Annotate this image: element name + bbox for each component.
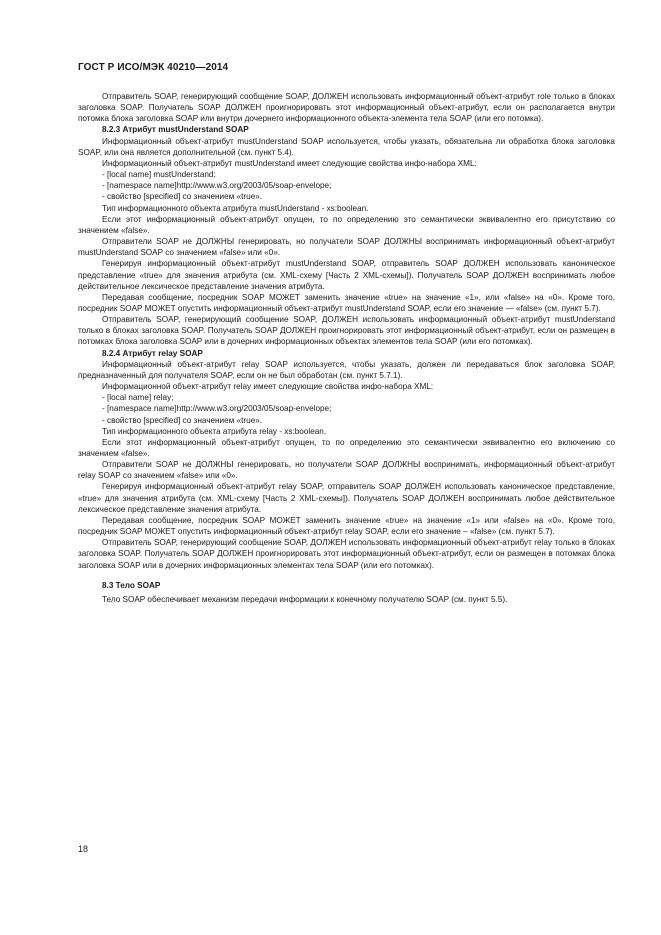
paragraph: Тело SOAP обеспечивает механизм передачи информации к конечному получателю SOAP (см. пункт 5.5). [102,594,508,604]
section-heading-8-2-4: 8.2.4 Атрибут relay SOAP [102,348,203,358]
section-heading-8-3: 8.3 Тело SOAP [102,580,161,590]
paragraph: Передавая сообщение, посредник SOAP МОЖЕТ заменить значение «true» на значение «1» или «false» на «0». Кроме того, посредник SOAP МОЖЕТ опустить информационный объект-атрибут relay SOAP, если его значение – «false» (см. пункт 5.7). [78,515,615,537]
paragraph: Информационный объект-атрибут mustUnderstand SOAP используется, чтобы указать, обязательна ли обработка блока заголовка SOAP, или она является дополнительной (см. пункт 5.4). [78,136,615,157]
paragraph: Тип информационного объекта атрибута relay - xs:boolean. [102,426,327,436]
page-number: 18 [78,844,89,854]
document-header: ГОСТ Р ИСО/МЭК 40210—2014 [78,62,229,73]
paragraph: Информационный объект-атрибут relay SOAP используется, чтобы указать, должен ли передаваться блок заголовка SOAP, предназначенный для получателя SOAP, если он не был обработан (см. пункт 5.7.1). [78,359,615,380]
paragraph: Отправители SOAP не ДОЛЖНЫ генерировать, но получатели SOAP ДОЛЖНЫ воспринимать информационный объект-атрибут mustUnderstand SOAP со значением «false» или «0». [78,237,615,258]
paragraph: Тип информационного объекта атрибута mustUnderstand - xs:boolean. [102,203,369,213]
paragraph: Отправитель SOAP, генерирующий сообщение SOAP, ДОЛЖЕН использовать информационный объект-атрибут relay только в блоках заголовка SOAP. Получатель SOAP ДОЛЖЕН проигнорировать этот информационный объект-атрибут, если он размещен в потомках блока заголовка SOAP или в дочерних информационных элементах тела SOAP (или его потомках). [78,538,615,570]
document-body [78,91,615,605]
section-heading-8-2-3: 8.2.3 Атрибут mustUnderstand SOAP [102,125,249,135]
list-item: - [namespace name]http://www.w3.org/2003/05/soap-envelope; [102,181,332,191]
paragraph: Генерируя информационный объект-атрибут relay SOAP, отправитель SOAP ДОЛЖЕН использовать каноническое представление, «true» для значения атрибута (см. XML-схему [Часть 2 XML-схемы]). Получатель SOAP ДОЛЖЕН воспринимать любое действительное лексическое представление значения атрибута. [78,482,615,514]
paragraph: Передавая сообщение, посредник SOAP МОЖЕТ заменить значение «true» на значение «1», или «false» на «0». Кроме того, посредник SOAP МОЖЕТ опустить информационный объект-атрибут mustUnderstand SOAP, если его значение — «false» (см. пункт 5.7). [78,292,615,313]
paragraph: Если этот информационный объект-атрибут опущен, то по определению это семантически эквивалентно его включению со значением «false». [78,437,615,458]
paragraph: Отправитель SOAP, генерирующий сообщение SOAP, ДОЛЖЕН использовать информационный объект-атрибут mustUnderstand только в блоках заголовка SOAP. Получатель SOAP ДОЛЖЕН проигнорировать этот информационный объект-атрибут, если он размещен в потомках блока заголовка SOAP или в дочерних информационных объектах элементов тела SOAP (или его потомках). [78,315,615,347]
paragraph: Информационный объект-атрибут mustUnderstand имеет следующие свойства инфо-набора XML: [102,158,477,168]
paragraph: Отправители SOAP не ДОЛЖНЫ генерировать, но получатели SOAP ДОЛЖНЫ воспринимать, информационный объект-атрибут relay SOAP со значением «false» или «0». [78,460,615,481]
list-item: - [namespace name]http://www.w3.org/2003/05/soap-envelope; [102,404,332,414]
paragraph: Генерируя информационный объект-атрибут mustUnderstand SOAP, отправитель SOAP ДОЛЖЕН использовать каноническое представление «true» для значения атрибута (см. XML-схему [Часть 2 XML-схемы]). Получатель SOAP ДОЛЖЕН воспринимать любое действительное лексическое представление значения атрибута. [78,259,615,291]
paragraph: Отправитель SOAP, генерирующий сообщение SOAP, ДОЛЖЕН использовать информационный объект-атрибут role только в блоках заголовка SOAP. Получатель SOAP ДОЛЖЕН проигнорировать этот информационный объект-атрибут, если он располагается внутри потомка блока заголовка SOAP или внутри дочернего информационного объекта-элемента тела SOAP (или его потомка). [78,92,615,124]
list-item: - [local name] relay; [102,393,174,403]
paragraph: Если этот информационный объект-атрибут опущен, то по определению это семантически эквивалентно его присутствию со значением «false». [78,214,615,235]
list-item: - свойство [specified] со значением «true». [102,415,263,425]
list-item: - [local name] mustUnderstand; [102,170,216,180]
list-item: - свойство [specified] со значением «true». [102,192,263,202]
paragraph: Информационной объект-атрибут relay имеет следующие свойства инфо-набора XML: [102,382,434,392]
